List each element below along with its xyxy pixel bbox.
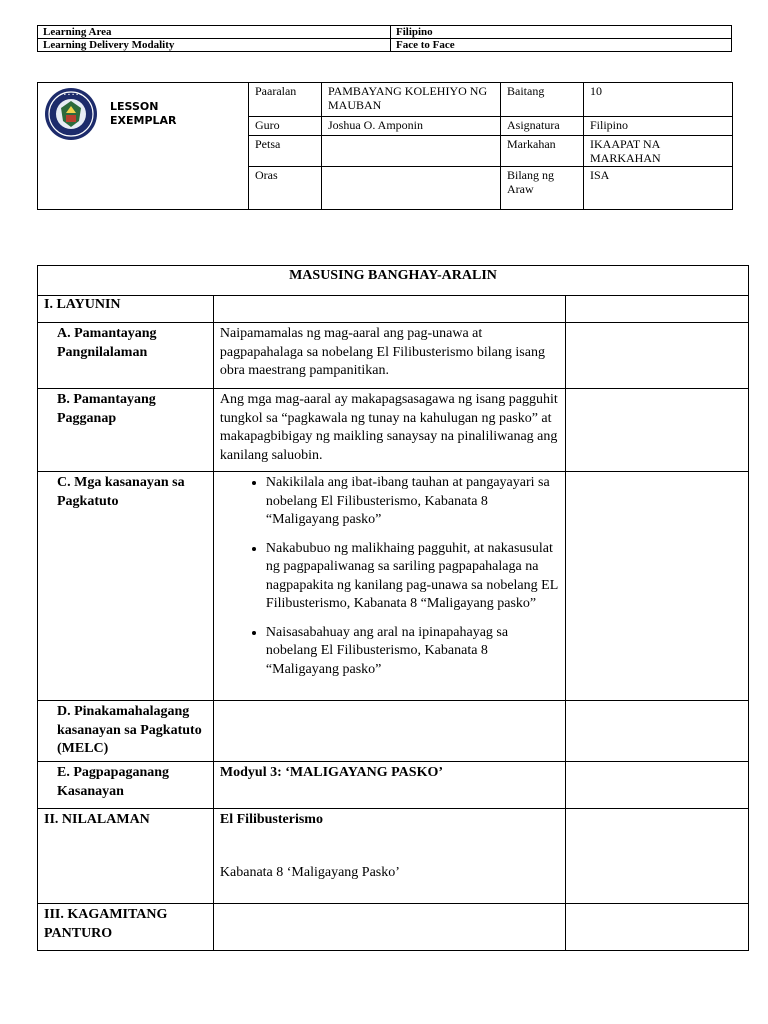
nilalaman-label: II. NILALAMAN — [38, 809, 214, 904]
pamantayang-pangnilalaman-notes — [566, 323, 749, 389]
melc-notes — [566, 701, 749, 762]
logo-cell — [38, 83, 249, 210]
list-item: • Naisasabahuay ang aral na ipinapahayag sa nobelang El Filibusterismo, Kabanata 8 “Maligayang pasko” — [266, 624, 560, 680]
lesson-plan-table — [37, 265, 749, 951]
baitang-label: Baitang — [501, 83, 584, 117]
table-row — [38, 39, 732, 52]
table-row — [38, 809, 749, 904]
kasanayan-label: C. Mga kasanayan sa Pagkatuto — [38, 472, 214, 701]
guro-value: Joshua O. Amponin — [322, 117, 501, 136]
table-row — [38, 904, 749, 951]
table-row — [38, 26, 732, 39]
table-row — [38, 266, 749, 296]
petsa-label: Petsa — [249, 136, 322, 167]
nilalaman-notes — [566, 809, 749, 904]
layunin-label: I. LAYUNIN — [38, 296, 214, 323]
table-row — [38, 296, 749, 323]
oras-value — [322, 167, 501, 210]
lesson-exemplar-line2: EXEMPLAR — [110, 114, 177, 127]
list-item: • Nakikilala ang ibat-ibang tauhan at pangayayari sa nobelang El Filibusterismo, Kabanata 8 “Maligayang pasko” — [266, 474, 560, 530]
baitang-value: 10 — [584, 83, 733, 117]
pagpapaganang-kasanayan-text: Modyul 3: ‘MALIGAYANG PASKO’ — [213, 762, 566, 809]
pamantayang-pagganap-text: Ang mga mag-aaral ay makapagsasagawa ng isang pagguhit tungkol sa “pagkawala ng tunay na kahulugan ng pasko” at makapagbibigay ng maikling sanaysay na pinaliliwanag ang kanilang saluobin. — [213, 389, 566, 472]
table-row — [38, 701, 749, 762]
delivery-modality-label: Learning Delivery Modality — [38, 39, 391, 52]
kagamitang-panturo-cell — [213, 904, 566, 951]
nilalaman-title: El Filibusterismo — [219, 812, 323, 827]
lesson-exemplar-line1: LESSON — [110, 100, 159, 113]
kasanayan-list — [220, 474, 560, 679]
lesson-info-table — [37, 25, 732, 52]
kagamitang-panturo-notes — [566, 904, 749, 951]
nilalaman-subtitle: Kabanata 8 ‘Maligayang Pasko’ — [219, 864, 400, 880]
layunin-cell — [213, 296, 566, 323]
bilang-ng-araw-value: ISA — [584, 167, 733, 210]
learning-area-label: Learning Area — [38, 26, 391, 39]
asignatura-label: Asignatura — [501, 117, 584, 136]
pagpapaganang-kasanayan-label: E. Pagpapaganang Kasanayan — [38, 762, 214, 809]
svg-text:• • • • • •: • • • • • • — [59, 93, 83, 98]
markahan-value: IKAAPAT NA MARKAHAN — [584, 136, 733, 167]
plan-title: MASUSING BANGHAY-ARALIN — [38, 266, 749, 296]
asignatura-value: Filipino — [584, 117, 733, 136]
melc-label: D. Pinakamahalagang kasanayan sa Pagkatuto (MELC) — [38, 701, 214, 762]
paaralan-value: PAMBAYANG KOLEHIYO NG MAUBAN — [322, 83, 501, 117]
bilang-ng-araw-label: Bilang ng Araw — [501, 167, 584, 210]
guro-label: Guro — [249, 117, 322, 136]
pamantayang-pangnilalaman-label: A. Pamantayang Pangnilalaman — [38, 323, 214, 389]
school-seal-icon — [44, 87, 98, 141]
melc-cell — [213, 701, 566, 762]
table-row — [38, 472, 749, 701]
layunin-notes — [566, 296, 749, 323]
learning-area-value: Filipino — [391, 26, 732, 39]
kagamitang-panturo-label: III. KAGAMITANG PANTURO — [38, 904, 214, 951]
table-row — [38, 83, 733, 117]
oras-label: Oras — [249, 167, 322, 210]
delivery-modality-value: Face to Face — [391, 39, 732, 52]
list-item: • Nakabubuo ng malikhaing pagguhit, at nakasusulat ng pagpapaliwanag sa sariling pagpapahalaga na nagpapakita ng kanilang pag-unawa sa nobelang EL Filibusterismo, Kabanata 8 “Maligayang pasko” — [266, 540, 560, 614]
kasanayan-list-cell — [213, 472, 566, 701]
nilalaman-cell — [213, 809, 566, 904]
pamantayang-pagganap-label: B. Pamantayang Pagganap — [38, 389, 214, 472]
pamantayang-pagganap-notes — [566, 389, 749, 472]
table-row — [38, 323, 749, 389]
lesson-exemplar-label — [110, 100, 177, 128]
table-row — [38, 762, 749, 809]
school-header-table — [37, 82, 733, 210]
petsa-value — [322, 136, 501, 167]
markahan-label: Markahan — [501, 136, 584, 167]
table-row — [38, 389, 749, 472]
pagpapaganang-kasanayan-notes — [566, 762, 749, 809]
kasanayan-notes — [566, 472, 749, 701]
pamantayang-pangnilalaman-text: Naipamamalas ng mag-aaral ang pag-unawa at pagpapahalaga sa nobelang El Filibusterismo bilang isang obra maestrang pampanitikan. — [213, 323, 566, 389]
paaralan-label: Paaralan — [249, 83, 322, 117]
